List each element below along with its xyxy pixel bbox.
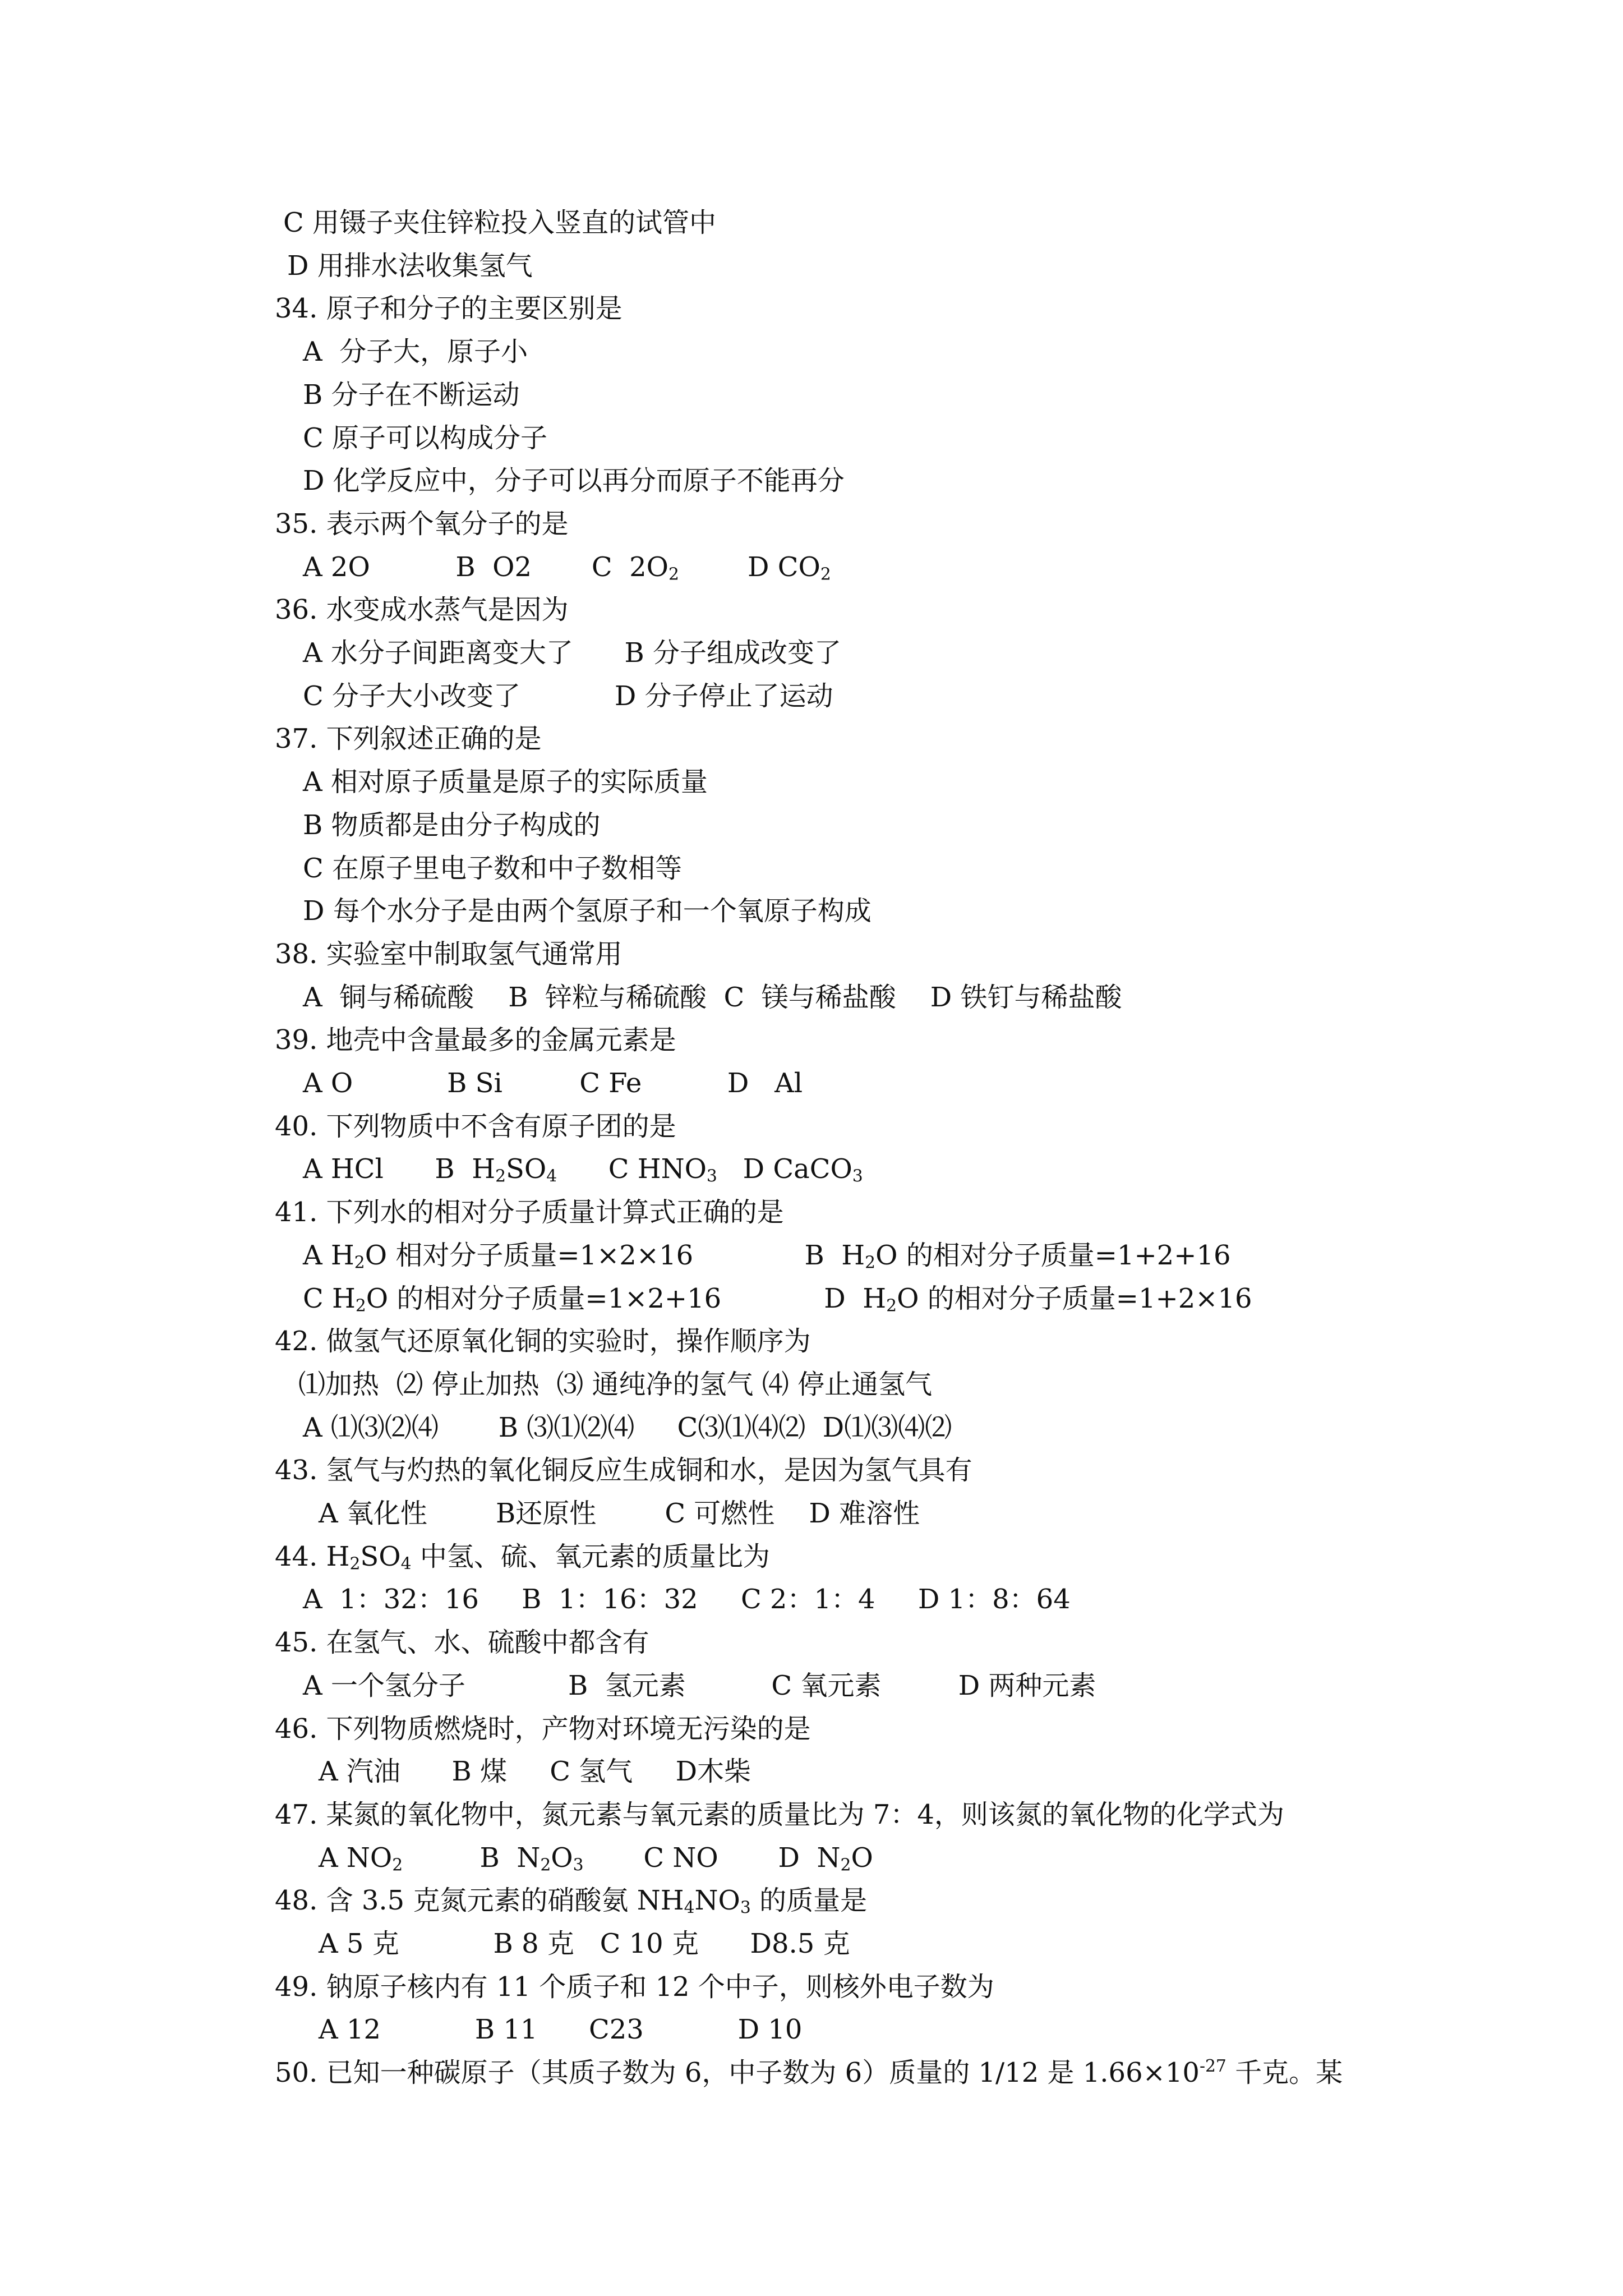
option-line-l19: A 铜与稀硫酸 B 锌粒与稀硫酸 C 镁与稀盐酸 D 铁钉与稀盐酸	[303, 981, 1122, 1013]
option-line-l16: C 在原子里电子数和中子数相等	[303, 852, 682, 884]
question-line-l18: 38. 实验室中制取氢气通常用	[275, 938, 623, 970]
option-line-l07: D 化学反应中，分子可以再分而原子不能再分	[303, 465, 845, 497]
question-line-l42: 49. 钠原子核内有 11 个质子和 12 个中子，则核外电子数为	[275, 1971, 994, 2003]
option-line-l43: A 12 B 11 C23 D 10	[319, 2014, 803, 2046]
question-line-l40: 48. 含 3.5 克氮元素的硝酸氨 $NH_4NO_3$ 的质量是	[275, 1885, 868, 1918]
option-line-l25: A $H_2O$ 相对分子质量=1×2×16 B $H_2O$ 的相对分子质量=1+2+16	[303, 1239, 1231, 1273]
option-line-l41: A 5 克 B 8 克 C 10 克 D8.5 克	[319, 1928, 850, 1959]
question-line-l27: 42. 做氢气还原氧化铜的实验时，操作顺序为	[275, 1326, 811, 1358]
question-line-l34: 45. 在氢气、水、硫酸中都含有	[275, 1627, 649, 1659]
option-line-l28: ⑴加热 ⑵ 停止加热 ⑶ 通纯净的氢气 ⑷ 停止通氢气	[298, 1368, 933, 1400]
option-line-l33: A 1：32：16 B 1：16：32 C 2：1：4 D 1：8：64	[303, 1584, 1071, 1616]
question-line-l24: 41. 下列水的相对分子质量计算式正确的是	[275, 1197, 784, 1228]
question-line-l10: 36. 水变成水蒸气是因为	[275, 594, 569, 626]
option-line-l09: A 2O B O2 C $2O_2$ D $CO_2$	[303, 551, 831, 585]
question-line-l20: 39. 地壳中含量最多的金属元素是	[275, 1024, 676, 1056]
option-line-l35: A 一个氢分子 B 氢元素 C 氧元素 D 两种元素	[303, 1669, 1096, 1701]
option-line-l31: A 氧化性 B还原性 C 可燃性 D 难溶性	[319, 1498, 920, 1529]
option-line-l11: A 水分子间距离变大了 B 分子组成改变了	[303, 637, 842, 669]
option-line-l21: A O B Si C Fe D Al	[303, 1068, 803, 1099]
question-line-l03: 34. 原子和分子的主要区别是	[275, 293, 623, 325]
option-line-l02: D 用排水法收集氢气	[287, 250, 533, 282]
question-line-l22: 40. 下列物质中不含有原子团的是	[275, 1110, 676, 1142]
option-line-l26: C $H_2O$ 的相对分子质量=1×2+16 D $H_2O$ 的相对分子质量=1+2×16	[303, 1282, 1252, 1316]
option-line-l14: A 相对原子质量是原子的实际质量	[303, 766, 708, 798]
question-line-l13: 37. 下列叙述正确的是	[275, 723, 542, 755]
option-line-l23: A HCl B $H_2SO_4$ C $HNO_3$ D CaCO$_3$	[303, 1153, 863, 1186]
option-line-l37: A 汽油 B 煤 C 氢气 D木柴	[319, 1756, 751, 1788]
question-line-l36: 46. 下列物质燃烧时，产物对环境无污染的是	[275, 1713, 811, 1745]
option-line-l06: C 原子可以构成分子	[303, 422, 547, 454]
question-line-l30: 43. 氢气与灼热的氧化铜反应生成铜和水，是因为氢气具有	[275, 1455, 972, 1487]
option-line-l01: C 用镊子夹住锌粒投入竖直的试管中	[283, 207, 716, 238]
option-line-l29: A ⑴⑶⑵⑷ B ⑶⑴⑵⑷ C⑶⑴⑷⑵ D⑴⑶⑷⑵	[303, 1411, 952, 1443]
option-line-l39: A $NO_2$ B $N_2O_3$ C NO D $N_2O$	[319, 1842, 873, 1875]
option-line-l17: D 每个水分子是由两个氢原子和一个氧原子构成	[303, 895, 872, 927]
question-line-l38: 47. 某氮的氧化物中，氮元素与氧元素的质量比为 7：4，则该氮的氧化物的化学式为	[275, 1798, 1284, 1830]
question-line-l08: 35. 表示两个氧分子的是	[275, 508, 569, 540]
option-line-l05: B 分子在不断运动	[303, 379, 520, 411]
question-line-l44: 50. 已知一种碳原子（其质子数为 6，中子数为 6）质量的 1/12 是 $1.66\times 10^{-27}$ 千克。某	[275, 2056, 1343, 2089]
option-line-l15: B 物质都是由分子构成的	[303, 809, 601, 841]
question-line-l32: 44. $H_2SO_4$ 中氢、硫、氧元素的质量比为	[275, 1540, 770, 1574]
option-line-l04: A 分子大，原子小	[303, 336, 528, 368]
option-line-l12: C 分子大小改变了 D 分子停止了运动	[303, 680, 833, 712]
